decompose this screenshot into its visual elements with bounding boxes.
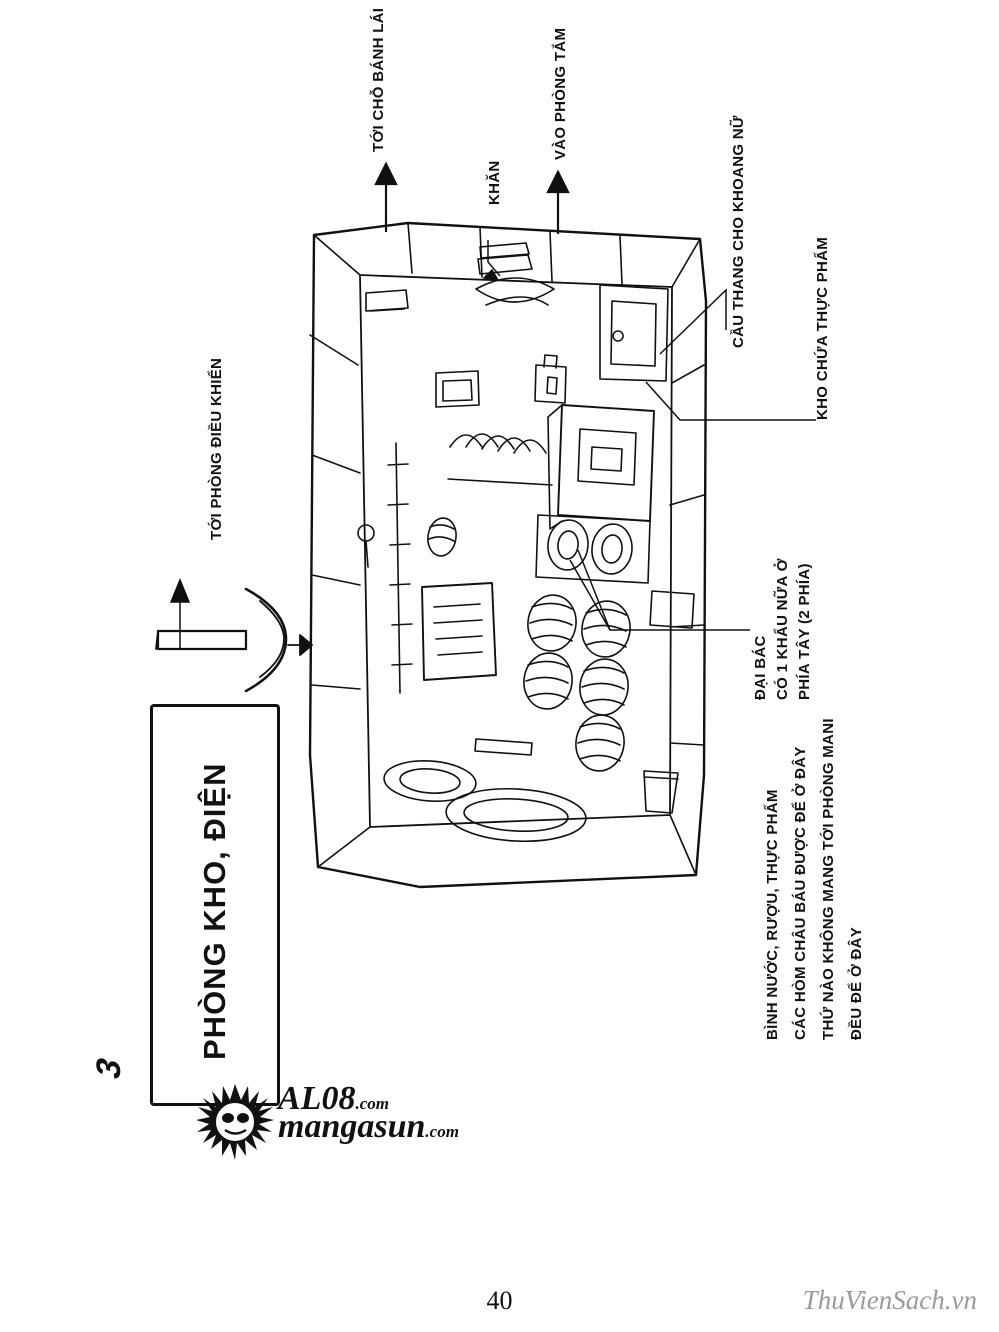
watermark-line-2-text: mangasun	[278, 1108, 426, 1145]
callout-to-bathroom: VÀO PHÒNG TẮM	[552, 27, 569, 160]
callout-cannon-line3: PHÍA TÂY (2 PHÍA)	[796, 563, 813, 700]
callout-storage-line2: CÁC HÒM CHÂU BÁU ĐƯỢC ĐỂ Ở ĐÂY	[792, 746, 809, 1040]
sun-burst-face-icon	[196, 1084, 274, 1162]
callout-cannon-line1: ĐẠI BÁC	[752, 635, 769, 700]
callout-to-control-room: TỚI PHÒNG ĐIỀU KHIỂN	[208, 357, 225, 540]
watermark-line-1-suffix: .com	[355, 1094, 389, 1113]
callout-towel: KHĂN	[486, 160, 503, 205]
callout-stairs-female: CẦU THANG CHO KHOANG NỮ	[730, 115, 747, 348]
callout-food-store: KHO CHỨA THỰC PHẨM	[814, 236, 831, 420]
watermark-line-1-text: AL08	[278, 1080, 356, 1117]
watermark-line-2	[278, 1108, 459, 1146]
panel-number: 3	[90, 1056, 128, 1081]
callout-to-rudder: TỚI CHỖ BÁNH LÁI	[370, 7, 387, 152]
watermark-line-2-suffix: .com	[425, 1122, 459, 1141]
leader-lines	[140, 130, 900, 950]
panel-title: PHÒNG KHO, ĐIỆN	[197, 762, 232, 1060]
page-number: 40	[486, 1286, 513, 1315]
callout-storage-line3: THỨ NÀO KHÔNG MANG TỚI PHÒNG MANI	[820, 718, 837, 1040]
callout-cannon-line2: CÓ 1 KHẨU NỮA Ở	[774, 558, 791, 700]
callout-storage-line1: BÌNH NƯỚC, RƯỢU, THỰC PHẨM	[764, 789, 781, 1040]
site-credit: ThuVienSach.vn	[802, 1285, 977, 1315]
watermark	[196, 1078, 516, 1168]
callout-storage-line4: ĐỀU ĐỂ Ở ĐÂY	[848, 926, 865, 1040]
